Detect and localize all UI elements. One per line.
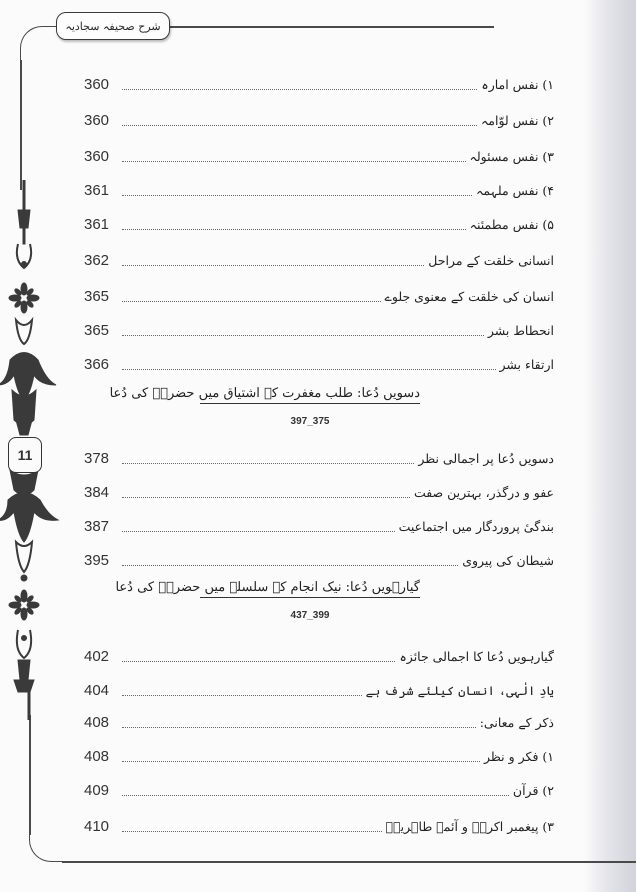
- toc-entry[interactable]: [84, 678, 554, 700]
- leader-dots: [122, 497, 410, 498]
- toc-page-number: 384: [84, 484, 110, 501]
- toc-title: ارتقاء بشر: [499, 357, 554, 372]
- toc-entry[interactable]: [84, 352, 554, 374]
- toc-title: شیطان کی پیروی: [462, 553, 554, 568]
- toc-title: ۲) نفس لوّامہ: [480, 113, 554, 128]
- toc-page-number: 365: [84, 288, 110, 305]
- toc-title: انحطاط بشر: [487, 323, 554, 338]
- leader-dots: [122, 301, 381, 302]
- book-title-tab: [56, 12, 170, 40]
- leader-dots: [122, 265, 424, 266]
- leader-dots: [122, 727, 476, 728]
- leader-dots: [122, 565, 458, 566]
- frame-corner-top-left: [20, 26, 60, 66]
- toc-title: دسویں دُعا پر اجمالی نظر: [418, 451, 554, 466]
- leader-dots: [122, 229, 466, 230]
- toc-page-number: 366: [84, 356, 110, 373]
- leader-dots: [122, 335, 484, 336]
- toc-title: انسانی خلقت کے مراحل: [428, 253, 554, 268]
- toc-page-number: 408: [84, 714, 110, 731]
- toc-page-number: 361: [84, 216, 110, 233]
- toc-entry[interactable]: [84, 446, 554, 468]
- leader-dots: [122, 369, 496, 370]
- leader-dots: [122, 195, 472, 196]
- toc-entry[interactable]: [84, 178, 554, 200]
- footer-rule: [62, 861, 636, 863]
- frame-left-line-bottom: [29, 715, 31, 835]
- toc-entry[interactable]: [84, 212, 554, 234]
- toc-title: یادِ الٰہی، انسان کیلئے شرف ہے: [365, 683, 554, 698]
- toc-title: ۳) پیغمبر اکرمؐ و آئمہ طاہرینؑ: [385, 819, 554, 834]
- toc-title: ۳) نفس مسئولہ: [469, 149, 554, 164]
- toc-entry[interactable]: [84, 318, 554, 340]
- toc-entry[interactable]: [84, 284, 554, 306]
- toc-entry[interactable]: [84, 548, 554, 570]
- binding-shadow: [584, 0, 636, 892]
- leader-dots: [122, 531, 395, 532]
- book-title: شرح صحیفہ سجادیہ: [65, 19, 161, 33]
- frame-corner-bottom-left: [29, 820, 69, 862]
- toc-entry[interactable]: [84, 778, 554, 800]
- toc-title: عفو و درگذر، بہترین صفت: [413, 485, 554, 500]
- toc-entry[interactable]: [84, 814, 554, 836]
- section-heading-10: دسویں دُعا: طلب مغفرت کے اشتیاق میں حضرتؑ کی دُعا: [200, 386, 420, 404]
- toc-entry[interactable]: [84, 710, 554, 732]
- toc-page-number: 360: [84, 112, 110, 129]
- toc-title: ۱) نفس امارہ: [481, 77, 554, 92]
- toc-entry[interactable]: [84, 744, 554, 766]
- toc-page-number: 378: [84, 450, 110, 467]
- toc-page-number: 360: [84, 76, 110, 93]
- toc-entry[interactable]: [84, 248, 554, 270]
- toc-page-number: 410: [84, 818, 110, 835]
- toc-page-number: 404: [84, 682, 110, 699]
- toc-page-number: 360: [84, 148, 110, 165]
- toc-page-number: 365: [84, 322, 110, 339]
- toc-page-number: 361: [84, 182, 110, 199]
- section-range-10: 397_375: [290, 416, 330, 427]
- page-number: [8, 437, 42, 473]
- toc-entry[interactable]: [84, 72, 554, 94]
- toc-title: ۱) فکر و نظر: [484, 749, 554, 764]
- toc-title: انسان کی خلقت کے معنوی جلوے: [384, 289, 554, 304]
- toc-page-number: 402: [84, 648, 110, 665]
- leader-dots: [122, 661, 395, 662]
- frame-left-line: [20, 60, 22, 190]
- toc-entry[interactable]: [84, 480, 554, 502]
- toc-entry[interactable]: [84, 108, 554, 130]
- leader-dots: [122, 761, 480, 762]
- header-rule: [168, 26, 494, 28]
- toc-entry[interactable]: [84, 144, 554, 166]
- leader-dots: [122, 161, 466, 162]
- toc-title: گیارہویں دُعا کا اجمالی جائزہ: [399, 649, 554, 664]
- leader-dots: [122, 795, 509, 796]
- toc-page-number: 409: [84, 782, 110, 799]
- section-range-11: 437_399: [290, 610, 330, 621]
- toc-entry[interactable]: [84, 644, 554, 666]
- leader-dots: [122, 125, 477, 126]
- toc-title: ۴) نفس ملہمہ: [476, 183, 554, 198]
- toc-page-number: 408: [84, 748, 110, 765]
- leader-dots: [122, 463, 414, 464]
- page-number-text: 11: [17, 447, 33, 463]
- toc-title: ۵) نفس مطمئنہ: [469, 217, 554, 232]
- toc-title: ذکر کے معانی:: [479, 715, 554, 730]
- toc-page-number: 387: [84, 518, 110, 535]
- leader-dots: [122, 89, 477, 90]
- leader-dots: [122, 831, 382, 832]
- toc-page-number: 362: [84, 252, 110, 269]
- toc-title: بندگیٔ پروردگار میں اجتماعیت: [398, 519, 554, 534]
- toc-title: ۲) قرآن: [512, 783, 554, 798]
- section-heading-11: گیارہویں دُعا: نیک انجام کے سلسلے میں حضرتؑ کی دُعا: [200, 580, 420, 598]
- leader-dots: [122, 695, 362, 696]
- toc-entry[interactable]: [84, 514, 554, 536]
- toc-page-number: 395: [84, 552, 110, 569]
